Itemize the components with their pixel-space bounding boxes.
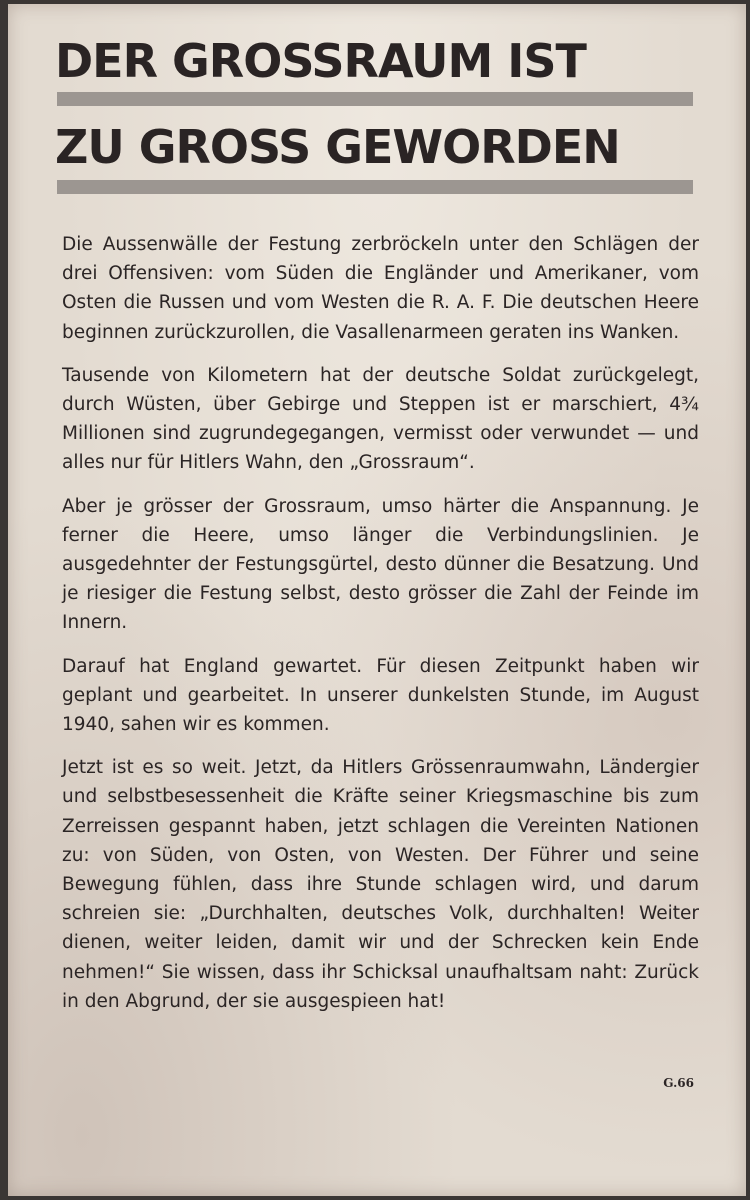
headline-line-1: DER GROSSRAUM IST	[55, 34, 586, 88]
headline-rule-2	[57, 180, 693, 194]
paragraph-1: Die Aussenwälle der Festung zerbröckeln unter den Schlägen der drei Offensiven: vom Süden die Engländer und Amerikaner, vom Osten die Russen und vom Westen die R. A. F. Die deutschen Heere beginnen zurückzurollen, die Vasallenarmeen geraten ins Wanken.	[62, 234, 699, 343]
headline-rule-1	[57, 92, 693, 106]
leaflet-code: G.66	[663, 1076, 694, 1090]
paragraph-3: Aber je grösser der Grossraum, umso härter die Anspannung. Je ferner die Heere, umso länger die Verbindungslinien. Je ausgedehnter der Festungsgürtel, desto dünner die Besatzung. Und je riesiger die Festung selbst, desto grösser die Zahl der Feinde im Innern.	[62, 495, 699, 634]
headline-line-2: ZU GROSS GEWORDEN	[55, 120, 620, 174]
paragraph-2: Tausende von Kilometern hat der deutsche Soldat zurückgelegt, durch Wüsten, über Gebirge und Steppen ist er marschiert, 4¾ Millionen sind zugrundegegangen, vermisst oder verwundet — und alles nur für Hitlers Wahn, den „Grossraum“.	[62, 364, 699, 474]
paragraph-4: Darauf hat England gewartet. Für diesen Zeitpunkt haben wir geplant und gearbeitet. In unserer dunkelsten Stunde, im August 1940, sahen wir es kommen.	[62, 655, 699, 736]
leaflet-sheet	[8, 4, 746, 1196]
paragraph-5: Jetzt ist es so weit. Jetzt, da Hitlers Grössenraumwahn, Ländergier und selbstbesessenheit die Kräfte seiner Kriegsmaschine bis zum Zerreissen gespannt haben, jetzt schlagen die Vereinten Nationen zu: von Süden, von Osten, von Westen. Der Führer und seine Bewegung fühlen, dass ihre Stunde schlagen wird, und darum schreien sie: „Durchhalten, deutsches Volk, durchhalten! Weiter dienen, weiter leiden, damit wir und der Schrecken kein Ende nehmen!“ Sie wissen, dass ihr Schicksal unaufhaltsam naht: Zurück in den Abgrund, der sie ausgespieen hat!	[62, 757, 699, 1012]
body-text	[62, 230, 699, 1030]
